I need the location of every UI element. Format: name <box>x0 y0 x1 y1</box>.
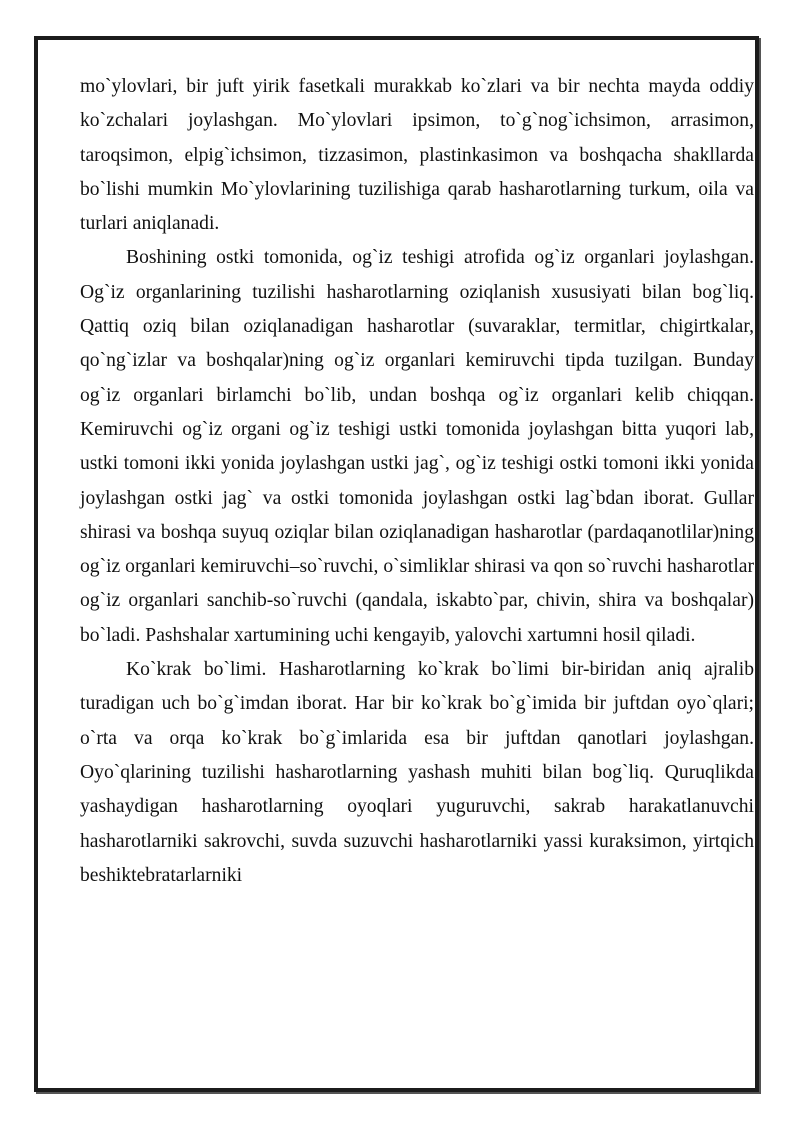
paragraph-antennae: mo`ylovlari, bir juft yirik fasetkali murakkab ko`zlari va bir nechta mayda oddiy ko`zchalari joylashgan. Mo`ylovlari ipsimon, to`g`nog`ichsimon, arrasimon, taroqsimon, elpig`ichsimon, tizzasimon, plastinkasimon va boshqacha shakllarda bo`lishi mumkin Mo`ylovlarining tuzilishiga qarab hasharotlarning turkum, oila va turlari aniqlanadi. <box>80 76 754 235</box>
document-body <box>80 70 754 893</box>
paragraph-mouthparts: Boshining ostki tomonida, og`iz teshigi atrofida og`iz organlari joylashgan. Og`iz organlarining tuzilishi hasharotlarning oziqlanish xususiyati bilan bog`liq. Qattiq oziq bilan oziqlanadigan hasharotlar (suvaraklar, termitlar, chigirtkalar, qo`ng`izlar va boshqalar)ning og`iz organlari kemiruvchi tipda tuzilgan. Bunday og`iz organlari birlamchi bo`lib, undan boshqa og`iz organlari kelib chiqqan. Kemiruvchi og`iz organi og`iz teshigi ustki tomonida joylashgan bitta yuqori lab, ustki tomoni ikki yonida joylashgan ustki jag`, og`iz teshigi ostki tomoni ikki yonida joylashgan ostki jag` va ostki tomonida joylashgan ostki lag`bdan iborat. Gullar shirasi va boshqa suyuq oziqlar bilan oziqlanadigan hasharotlar (pardaqanotlilar)ning og`iz organlari kemiruvchi–so`ruvchi, o`simliklar shirasi va qon so`ruvchi hasharotlar og`iz organlari sanchib-so`ruvchi (qandala, iskabto`par, chivin, shira va boshqalar) bo`ladi. Pashshalar xartumining uchi kengayib, yalovchi xartumni hosil qiladi. <box>80 247 754 646</box>
paragraph-thorax: Ko`krak bo`limi. Hasharotlarning ko`krak bo`limi bir-biridan aniq ajralib turadigan uch bo`g`imdan iborat. Har bir ko`krak bo`g`imida bir juftdan oyo`qlari; o`rta va orqa ko`krak bo`g`imlarida esa bir juftdan qanotlari joylashgan. Oyo`qlarining tuzilishi hasharotlarning yashash muhiti bilan bog`liq. Quruqlikda yashaydigan hasharotlarning oyoqlari yuguruvchi, sakrab harakatlanuvchi hasharotlarniki sakrovchi, suvda suzuvchi hasharotlarniki yassi kuraksimon, yirtqich beshiktebratarlarniki <box>80 659 754 886</box>
